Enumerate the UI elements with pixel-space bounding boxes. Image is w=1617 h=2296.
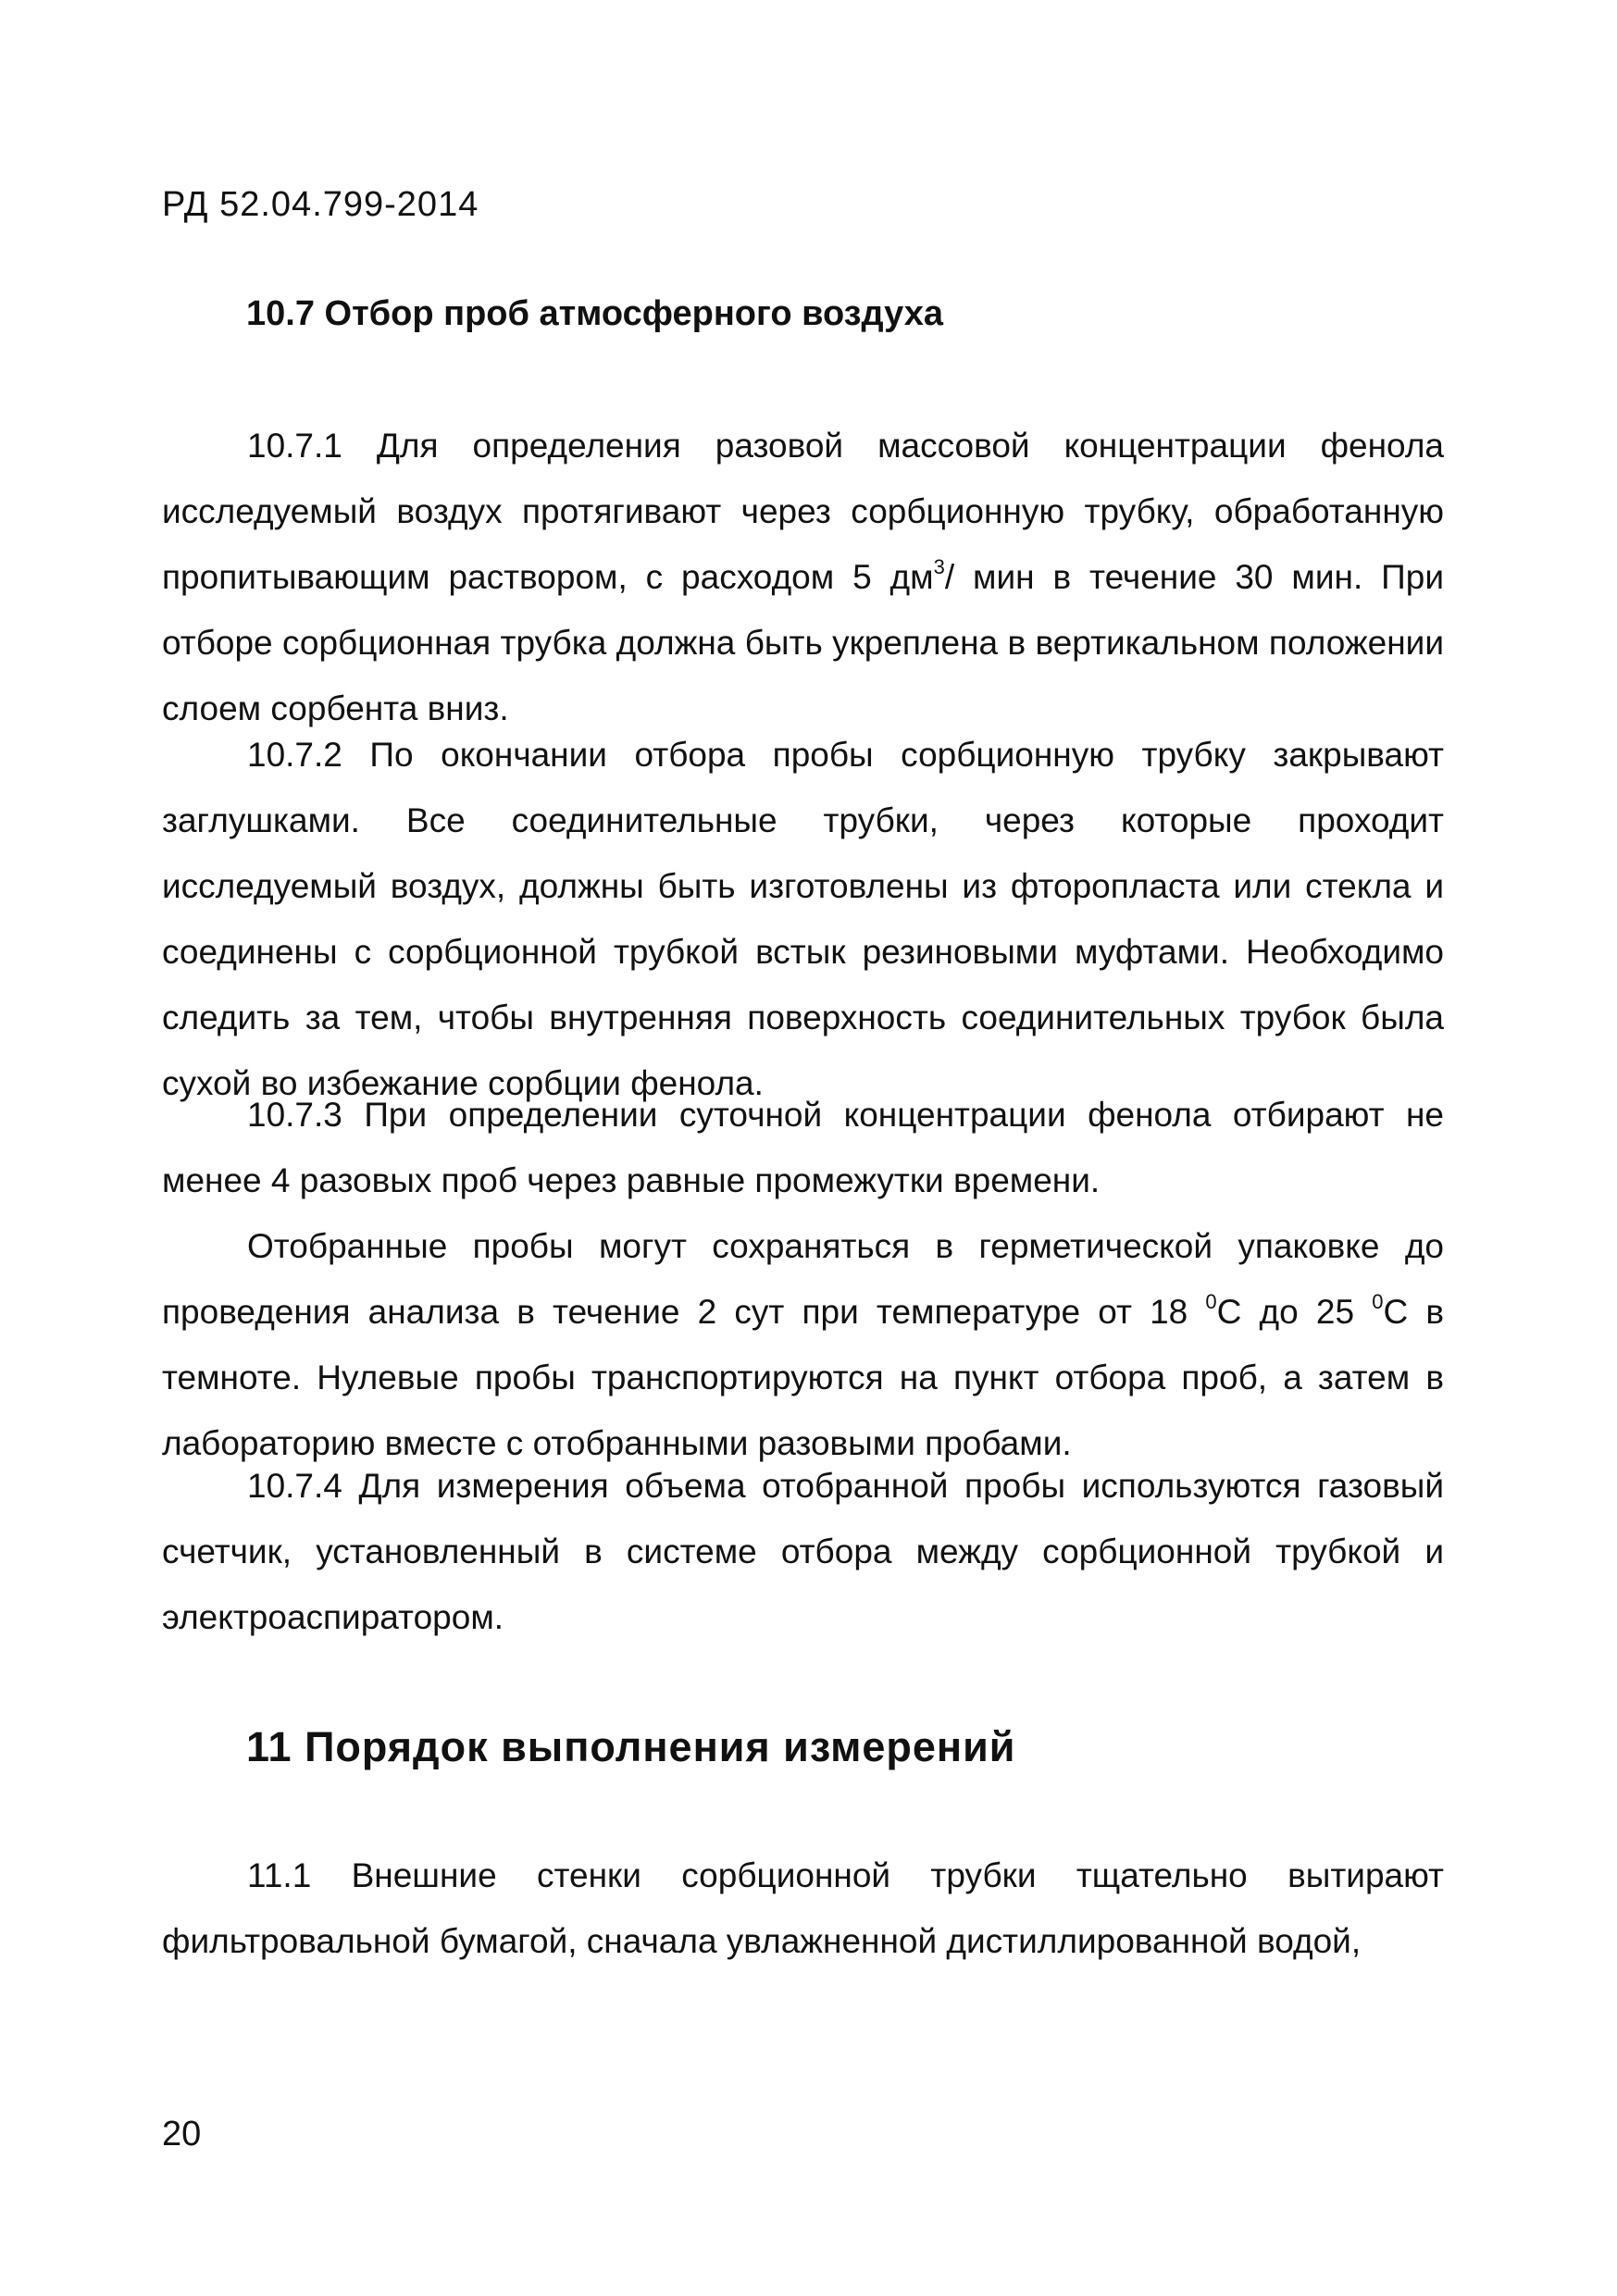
page-number: 20: [162, 2115, 202, 2153]
paragraph-10-7-1-text-b: / мин в течение 30 мин. При отборе сорбционная трубка должна быть укреплена в вертикальном положении слоем сорбента вниз.: [162, 558, 1444, 727]
section-heading-10-7: 10.7 Отбор проб атмосферного воздуха: [246, 294, 944, 333]
storage-text-a: Отобранные пробы могут сохраняться в герметической упаковке до проведения анализа в течение 2 сут при температуре от 18: [162, 1227, 1444, 1331]
paragraph-10-7-1: [162, 413, 1444, 741]
degree-superscript-2: 0: [1372, 1289, 1384, 1313]
degree-superscript-1: 0: [1205, 1289, 1217, 1313]
paragraph-10-7-4: 10.7.4 Для измерения объема отобранной пробы используются газовый счетчик, установленный в системе отбора между сорбционной трубкой и электроаспиратором.: [162, 1467, 1444, 1636]
paragraph-11-1: 11.1 Внешние стенки сорбционной трубки тщательно вытирают фильтровальной бумагой, сначала увлажненной дистиллированной водой,: [162, 1856, 1444, 1960]
section-heading-11: 11 Порядок выполнения измерений: [246, 1723, 1016, 1770]
storage-text-b: С до 25: [1216, 1293, 1373, 1331]
paragraph-10-7-3: 10.7.3 При определении суточной концентрации фенола отбирают не менее 4 разовых проб через равные промежутки времени.: [162, 1096, 1444, 1199]
document-code-header: РД 52.04.799-2014: [162, 185, 479, 224]
storage-text-c: С в темноте. Нулевые пробы транспортируются на пункт отбора проб, а затем в лабораторию вместе с отобранными разовыми пробами.: [162, 1293, 1444, 1462]
superscript-cubic: 3: [933, 554, 945, 578]
paragraph-storage-conditions: [162, 1213, 1444, 1476]
paragraph-10-7-2: 10.7.2 По окончании отбора пробы сорбционную трубку закрывают заглушками. Все соединительные трубки, через которые проходит исследуемый воздух, должны быть изготовлены из фторопласта или стекла и соединены с сорбционной трубкой встык резиновыми муфтами. Необходимо следить за тем, чтобы внутренняя поверхность соединительных трубок была сухой во избежание сорбции фенола.: [162, 736, 1444, 1102]
paragraph-10-7-1-text-a: 10.7.1 Для определения разовой массовой концентрации фенола исследуемый воздух протягивают через сорбционную трубку, обработанную пропитывающим раствором, с расходом 5 дм: [162, 427, 1444, 596]
